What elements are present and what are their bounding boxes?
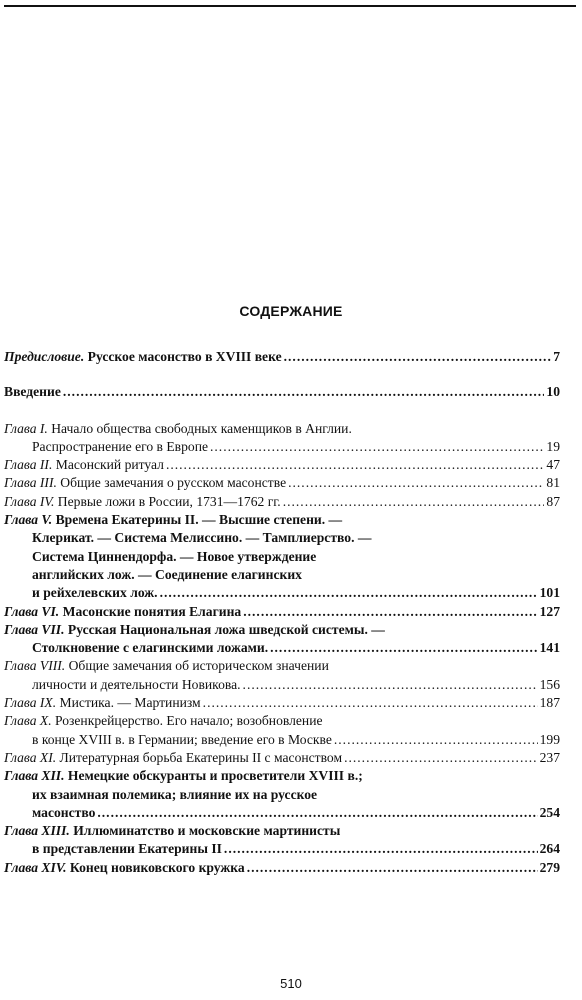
toc-line [4, 603, 560, 621]
toc-title: Литературная борьба Екатерины II с масонством [59, 749, 343, 765]
toc-line [4, 694, 560, 712]
dot-leader [210, 438, 544, 456]
toc-title: Введение [4, 384, 61, 400]
toc-line [4, 621, 560, 639]
toc-title: Общие замечания об историческом значении [68, 658, 329, 674]
chapter-label: Глава X. [4, 713, 52, 729]
chapter-label: Глава XIII. [4, 823, 70, 839]
dot-leader [97, 804, 537, 822]
toc-entry [4, 420, 560, 457]
toc-line [4, 767, 560, 785]
toc-page-number: 7 [553, 349, 560, 364]
toc-title: Система Циннендорфа. — Новое утверждение [32, 548, 317, 564]
dot-leader [270, 639, 537, 657]
toc-line [4, 438, 560, 456]
toc-entry [4, 859, 560, 877]
toc-line [4, 474, 560, 492]
chapter-label: Глава III. [4, 475, 57, 491]
dot-leader [63, 383, 545, 401]
toc-entry [4, 383, 560, 401]
toc-title: Русское масонство в XVIII веке [87, 349, 282, 364]
dot-leader [247, 859, 538, 877]
toc-title: Первые ложи в России, 1731—1762 гг. [57, 493, 281, 509]
chapter-label: Глава XIV. [4, 859, 67, 875]
toc-title: Времена Екатерины II. — Высшие степени. — [55, 512, 343, 528]
toc-line [4, 712, 560, 730]
toc-title: Розенкрейцерство. Его начало; возобновление [55, 713, 323, 729]
toc-page-number: 127 [539, 603, 560, 619]
toc-page-number: 187 [539, 695, 560, 711]
toc-title: Конец новиковского кружка [69, 859, 245, 875]
toc-line [4, 840, 560, 858]
toc-page-number: 264 [539, 841, 560, 857]
toc-page-number: 156 [539, 676, 560, 692]
toc-line [4, 859, 560, 877]
toc-title: их взаимная полемика; влияние их на русское [32, 786, 318, 802]
toc-line [4, 566, 560, 584]
toc-entry [4, 749, 560, 767]
toc-line [4, 639, 560, 657]
chapter-label: Глава XII. [4, 768, 65, 784]
toc-line [4, 493, 560, 511]
chapter-label: Глава I. [4, 420, 48, 436]
toc-title: Столкновение с елагинскими ложами. [32, 640, 269, 656]
toc-line [4, 548, 560, 566]
toc-page-number: 101 [539, 585, 560, 601]
dot-leader [334, 731, 538, 749]
dot-leader [166, 456, 544, 474]
toc-entry [4, 474, 560, 492]
toc-title: Иллюминатство и московские мартинисты [73, 823, 341, 839]
top-rule [4, 5, 576, 7]
toc-entry [4, 694, 560, 712]
toc-title: личности и деятельности Новикова. [32, 676, 241, 692]
toc-title: Общие замечания о русском масонстве [60, 475, 287, 491]
toc-entry [4, 822, 560, 859]
toc-line [4, 456, 560, 474]
contents-heading: СОДЕРЖАНИЕ [239, 303, 343, 319]
dot-leader [224, 840, 538, 858]
dot-leader [288, 474, 544, 492]
toc-entry [4, 493, 560, 511]
toc-line [4, 749, 560, 767]
toc-entry [4, 767, 560, 822]
toc-title: Начало общества свободных каменщиков в Англии. [51, 420, 352, 436]
toc-page-number: 141 [539, 640, 560, 656]
chapter-label: Глава XI. [4, 749, 57, 765]
toc-line [4, 383, 560, 401]
dot-leader [203, 694, 538, 712]
dot-leader [344, 749, 538, 767]
toc-page-number: 10 [546, 384, 560, 400]
toc-line [4, 657, 560, 675]
chapter-label: Глава V. [4, 512, 53, 528]
chapter-label: Глава IX. [4, 695, 57, 711]
toc-title: масонство [32, 804, 96, 820]
toc-entry [4, 511, 560, 602]
toc-title: Клерикат. — Система Мелиссино. — Тамплиерство. — [32, 530, 372, 546]
toc-entry [4, 348, 560, 366]
toc-title: Распространение его в Европе [32, 438, 209, 454]
toc-line [4, 511, 560, 529]
dot-leader [243, 603, 537, 621]
toc-line [4, 804, 560, 822]
toc-page-number: 47 [546, 457, 560, 473]
toc-title: Масонский ритуал [55, 457, 164, 473]
toc-line [4, 822, 560, 840]
toc-line [4, 584, 560, 602]
chapter-label: Глава VI. [4, 603, 60, 619]
toc-line [4, 676, 560, 694]
dot-leader [160, 584, 538, 602]
toc-entry [4, 603, 560, 621]
toc-page-number: 237 [539, 749, 560, 765]
chapter-label: Предисловие. [4, 349, 85, 364]
dot-leader [243, 676, 538, 694]
toc-entry [4, 621, 560, 658]
toc-page-number: 87 [546, 493, 560, 509]
toc-page-number: 199 [539, 731, 560, 747]
toc-page-number: 81 [546, 475, 560, 491]
toc-title: в конце XVIII в. в Германии; введение его в Москве [32, 731, 332, 747]
toc-page-number: 254 [539, 804, 560, 820]
toc-title: английских лож. — Соединение елагинских [32, 566, 302, 582]
toc-title: Масонские понятия Елагина [62, 603, 242, 619]
table-of-contents [4, 348, 560, 877]
toc-title: в представлении Екатерины II [32, 841, 222, 857]
toc-entry [4, 456, 560, 474]
toc-title: Немецкие обскуранты и просветители XVIII в.; [67, 768, 363, 784]
toc-title: и рейхелевских лож. [32, 585, 158, 601]
dot-leader [283, 493, 545, 511]
toc-title: Мистика. — Мартинизм [59, 695, 201, 711]
toc-title: Русская Национальная ложа шведской системы. — [67, 621, 385, 637]
dot-leader [284, 348, 552, 366]
toc-entry [4, 712, 560, 749]
chapter-label: Глава VII. [4, 621, 65, 637]
toc-entry [4, 657, 560, 694]
toc-line [4, 348, 560, 366]
chapter-label: Глава II. [4, 457, 53, 473]
toc-line [4, 731, 560, 749]
toc-line [4, 420, 560, 438]
chapter-label: Глава VIII. [4, 658, 66, 674]
toc-page-number: 19 [546, 438, 560, 454]
toc-line [4, 529, 560, 547]
toc-page-number: 279 [539, 859, 560, 875]
page-number: 510 [280, 976, 302, 991]
chapter-label: Глава IV. [4, 493, 55, 509]
toc-line [4, 786, 560, 804]
